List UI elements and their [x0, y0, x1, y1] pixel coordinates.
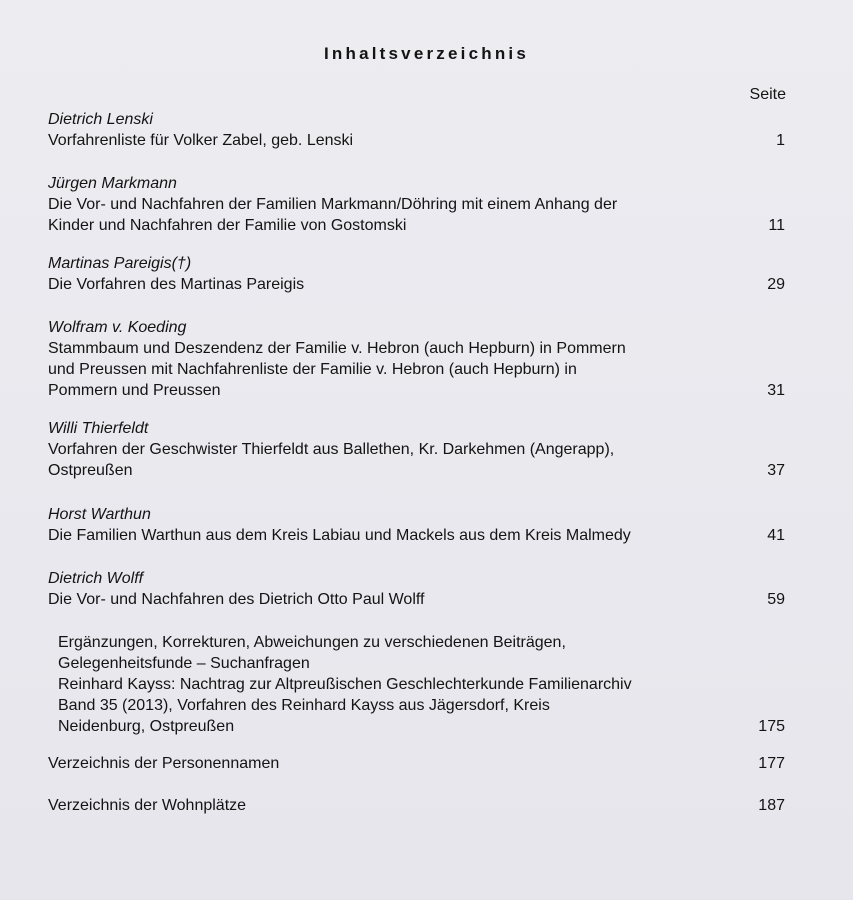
toc-entry — [48, 317, 785, 401]
toc-entry — [48, 568, 785, 610]
entry-author: Wolfram v. Koeding — [48, 319, 187, 336]
entry-author: Horst Warthun — [48, 506, 151, 523]
supplement-line: Band 35 (2013), Vorfahren des Reinhard Kayss aus Jägersdorf, Kreis — [58, 697, 550, 714]
entry-page-number: 29 — [767, 276, 785, 293]
entry-title-line: Die Vor- und Nachfahren des Dietrich Otto Paul Wolff — [48, 591, 425, 608]
toc-entry — [48, 504, 785, 546]
supplement-line: Gelegenheitsfunde – Suchanfragen — [58, 655, 310, 672]
toc-entry — [48, 109, 785, 151]
index-label: Verzeichnis der Wohnplätze — [48, 797, 247, 814]
entry-page-number: 31 — [767, 382, 785, 399]
index-label: Verzeichnis der Personennamen — [48, 755, 280, 772]
supplement-line: Ergänzungen, Korrekturen, Abweichungen zu verschiedenen Beiträgen, — [58, 634, 566, 651]
toc-entry — [48, 173, 785, 236]
entry-page-number: 41 — [767, 527, 785, 544]
index-page-number: 177 — [758, 755, 785, 772]
entry-title-line: Vorfahrenliste für Volker Zabel, geb. Lenski — [48, 132, 354, 149]
entry-title-line: Die Familien Warthun aus dem Kreis Labiau und Mackels aus dem Kreis Malmedy — [48, 527, 631, 544]
index-entry — [48, 797, 785, 815]
entry-page-number: 59 — [767, 591, 785, 608]
entry-author: Dietrich Lenski — [48, 111, 153, 128]
entry-title-line: Ostpreußen — [48, 462, 133, 479]
supplement-page-number: 175 — [758, 718, 785, 735]
entry-page-number: 11 — [768, 217, 785, 234]
entry-author: Jürgen Markmann — [48, 175, 177, 192]
entry-page-number: 37 — [767, 462, 785, 479]
entry-title-line: Vorfahren der Geschwister Thierfeldt aus Ballethen, Kr. Darkehmen (Angerapp), — [48, 441, 615, 458]
entry-author: Martinas Pareigis(†) — [48, 255, 192, 272]
supplement-line: Neidenburg, Ostpreußen — [58, 718, 235, 735]
index-entry — [48, 755, 785, 773]
supplement-entry — [58, 632, 785, 737]
page-column-header: Seite — [749, 86, 786, 103]
entry-title-line: Stammbaum und Deszendenz der Familie v. Hebron (auch Hepburn) in Pommern — [48, 340, 626, 357]
entry-author: Willi Thierfeldt — [48, 420, 149, 437]
entry-author: Dietrich Wolff — [48, 570, 144, 587]
page-title: Inhaltsverzeichnis — [324, 44, 529, 63]
toc-entry — [48, 418, 785, 481]
toc-entry — [48, 253, 785, 295]
entry-title-line: Die Vor- und Nachfahren der Familien Markmann/Döhring mit einem Anhang der — [48, 196, 618, 213]
entry-title-line: Kinder und Nachfahren der Familie von Gostomski — [48, 217, 407, 234]
entry-title-line: Pommern und Preussen — [48, 382, 221, 399]
entry-page-number: 1 — [776, 132, 785, 149]
supplement-line: Reinhard Kayss: Nachtrag zur Altpreußischen Geschlechterkunde Familienarchiv — [58, 676, 632, 693]
entry-title-line: und Preussen mit Nachfahrenliste der Familie v. Hebron (auch Hepburn) in — [48, 361, 577, 378]
entry-title-line: Die Vorfahren des Martinas Pareigis — [48, 276, 305, 293]
index-page-number: 187 — [758, 797, 785, 814]
